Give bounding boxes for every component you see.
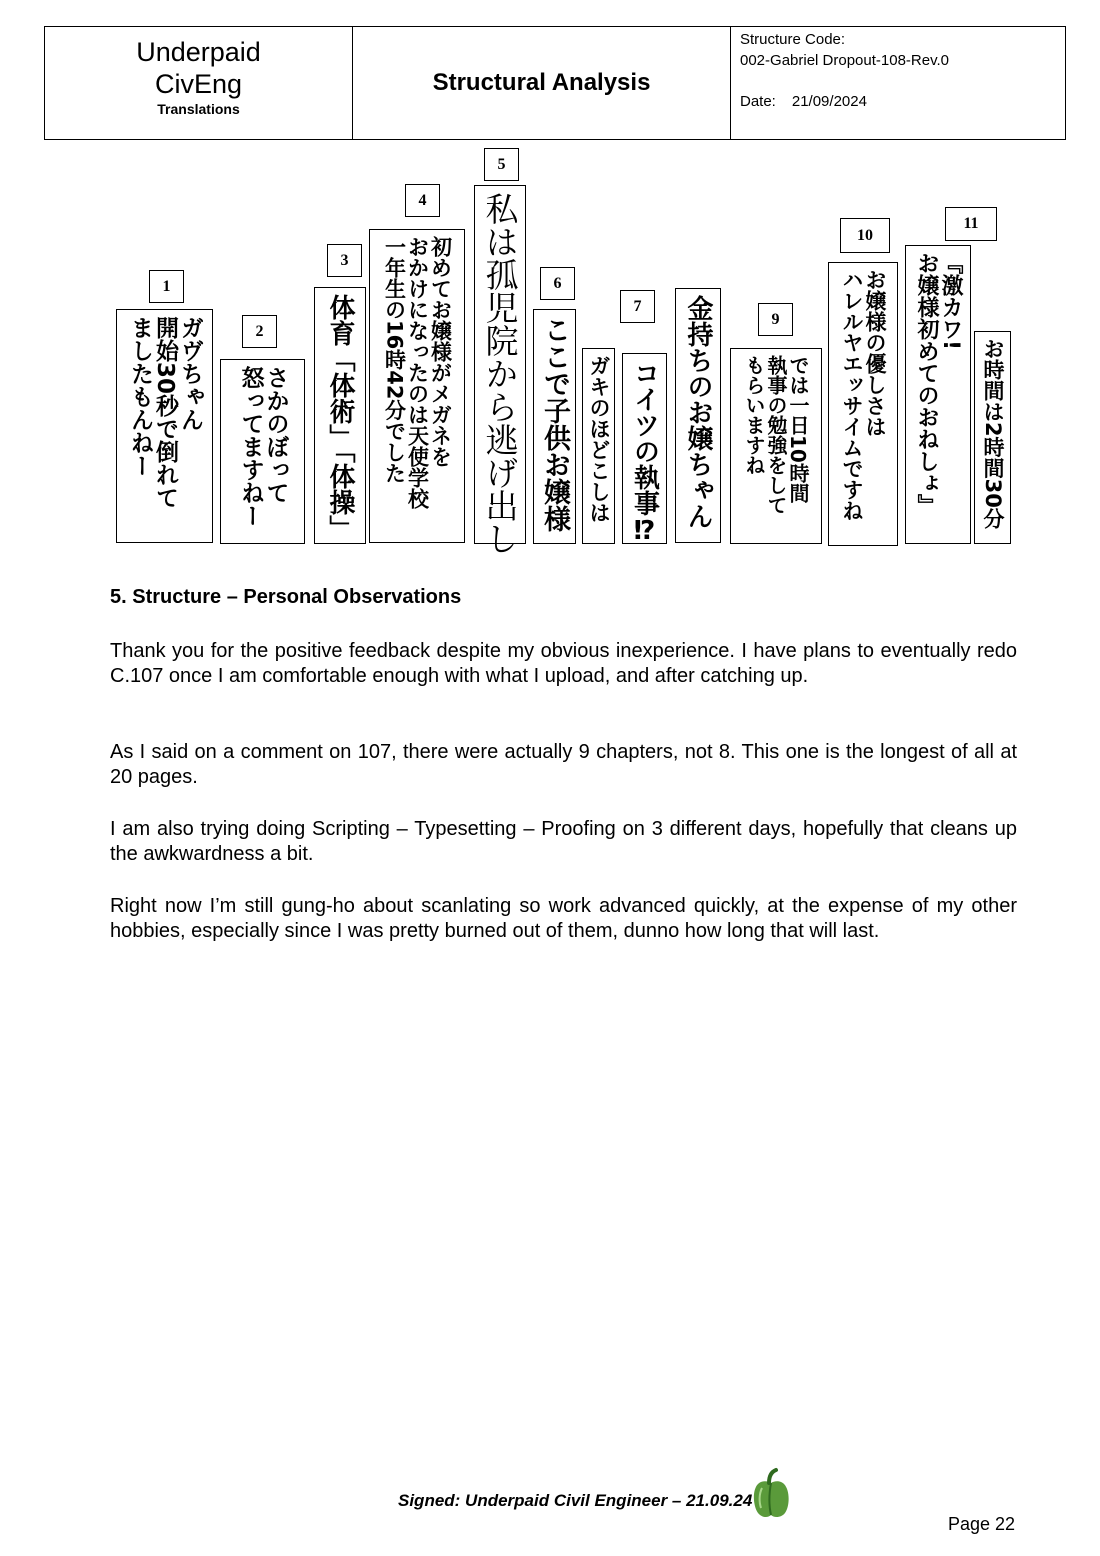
bubble-line: ガキのほどこしは <box>587 355 611 523</box>
bubble-line: ここで子供お嬢様 <box>539 316 570 532</box>
bubble-line: 『激カワ! <box>938 252 963 351</box>
section-heading: 5. Structure – Personal Observations <box>110 586 462 608</box>
bubble-line: 体育「体術」「体操」 <box>325 294 355 541</box>
title-cell <box>353 27 731 139</box>
bubble-number-tag: 10 <box>840 218 890 253</box>
bubble-line: 一年生の16時42分でした <box>382 236 407 484</box>
date-row <box>740 93 1065 110</box>
green-pepper-icon <box>750 1466 792 1520</box>
paragraph: I am also trying doing Scripting – Typesetting – Proofing on 3 different days, hopefully that cleans up the awkwardness a bit. <box>110 818 1017 865</box>
bubble-line: ハレルヤエッサイムですね <box>840 269 864 521</box>
speech-bubble <box>369 229 465 543</box>
bubble-line: 私は孤児院から逃げ出し <box>480 192 520 555</box>
document-title: Structural Analysis <box>432 69 651 96</box>
bubble-line: コイツの執事⁉ <box>629 360 660 546</box>
bubble-number-tag: 4 <box>405 184 440 217</box>
speech-bubble <box>730 348 822 544</box>
paragraph: As I said on a comment on 107, there were actually 9 chapters, not 8. This one is the longest of all at 20 pages. <box>110 741 1017 788</box>
bubble-line: ましたもんねー <box>127 316 153 477</box>
structure-code-value: 002-Gabriel Dropout-108-Rev.0 <box>740 52 949 69</box>
bubble-line: 開始30秒で倒れて <box>152 316 178 510</box>
document-header <box>44 26 1066 140</box>
org-name: Underpaid CivEng <box>136 37 261 99</box>
speech-bubble <box>622 353 667 544</box>
speech-bubble <box>675 288 721 543</box>
paragraph: Right now I’m still gung-ho about scanlating so work advanced quickly, at the expense of my other hobbies, especially since I was pretty burned out of them, dunno how long that will last. <box>110 895 1017 942</box>
bubble-number-tag: 3 <box>327 244 362 277</box>
bubble-number-tag: 7 <box>620 290 655 323</box>
bubble-line: もらいますね <box>742 355 766 475</box>
bubble-line: 怒ってますねー <box>237 366 264 527</box>
org-cell <box>45 27 353 139</box>
bubble-line: ガヴちゃん <box>177 316 203 431</box>
date-label: Date: <box>740 93 776 110</box>
speech-bubble <box>314 287 366 544</box>
bubble-number-tag: 5 <box>484 148 519 181</box>
speech-bubble <box>828 262 898 546</box>
org-subtitle: Translations <box>157 101 240 117</box>
bubble-number-tag: 9 <box>758 303 793 336</box>
bubble-line: 金持ちのお嬢ちゃん <box>683 295 713 529</box>
bubble-line: お嬢様の優しさは <box>863 269 887 437</box>
bubble-line: さかのぼって <box>262 366 289 504</box>
speech-bubble <box>905 245 971 544</box>
bubble-line: 執事の勉強をして <box>764 355 788 515</box>
paragraph: Thank you for the positive feedback despite my obvious inexperience. I have plans to eventually redo C.107 once I am comfortable enough with what I upload, and after catching up. <box>110 640 1017 687</box>
speech-bubble <box>533 309 576 544</box>
bubble-line: 初めてお嬢様がメガネを <box>428 236 453 467</box>
bubble-line: では一日10時間 <box>786 355 810 503</box>
date-value: 21/09/2024 <box>791 93 867 110</box>
signature-line: Signed: Underpaid Civil Engineer – 21.09.24 <box>398 1491 753 1510</box>
bubble-line: おかけになったのは天使学校 <box>405 236 430 509</box>
bubble-number-tag: 1 <box>149 270 184 303</box>
speech-bubble <box>220 359 305 544</box>
speech-bubble <box>582 348 615 544</box>
meta-cell <box>731 27 1065 139</box>
structure-code-label: Structure Code: <box>740 31 846 48</box>
speech-bubble <box>116 309 213 543</box>
bubble-line: お嬢様初めてのおねしょ』 <box>914 252 939 516</box>
bubble-line: お時間は2時間30分 <box>981 338 1005 529</box>
speech-bubble <box>974 331 1011 544</box>
bubble-number-tag: 11 <box>945 207 997 241</box>
bubble-number-tag: 6 <box>540 267 575 300</box>
bubble-number-tag: 2 <box>242 315 277 348</box>
page-number: Page 22 <box>948 1514 1016 1534</box>
speech-bubble <box>474 185 526 555</box>
